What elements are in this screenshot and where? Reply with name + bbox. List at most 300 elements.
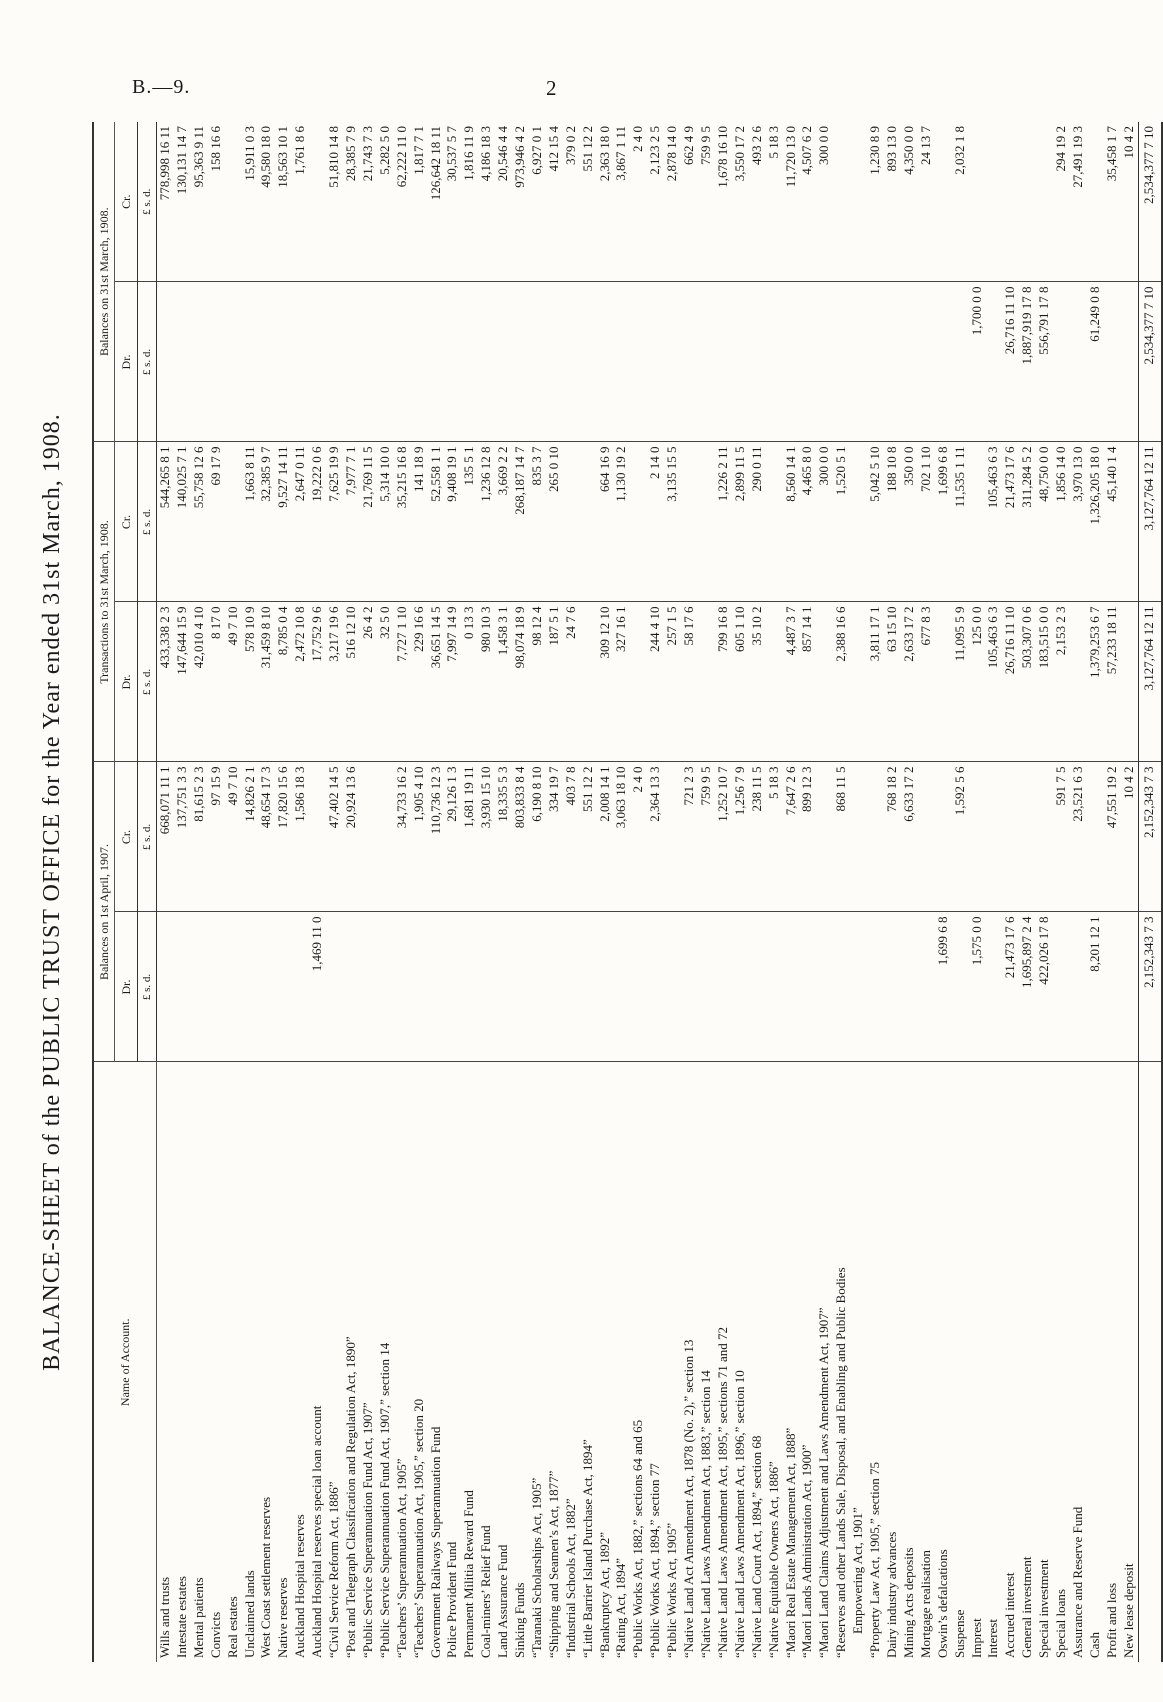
opening-dr-cell: [664, 912, 681, 1062]
account-row: [157, 122, 174, 1662]
opening-cr-cell: 2,008 14 1: [597, 762, 614, 912]
transactions-cr-cell: [1121, 442, 1138, 602]
opening-cr-cell: 34,733 16 2: [394, 762, 411, 912]
opening-dr-cell: [766, 912, 783, 1062]
transactions-dr-cell: 1,379,253 6 7: [1087, 602, 1104, 762]
closing-dr-cell: 1,700 0 0: [969, 282, 986, 442]
name-of-account-header: Name of Account.: [93, 1062, 157, 1662]
transactions-dr-cell: [580, 602, 597, 762]
closing-cr-cell: 126,642 18 11: [428, 122, 445, 282]
opening-dr-cell: [157, 912, 174, 1062]
opening-dr-cell: [1121, 912, 1138, 1062]
opening-dr-cell: [529, 912, 546, 1062]
opening-balances-header: Balances on 1st April, 1907.: [93, 762, 115, 1062]
opening-cr-cell: [309, 762, 326, 912]
closing-dr-cell: [343, 282, 360, 442]
opening-dr-cell: 1,695,897 2 4: [1019, 912, 1036, 1062]
account-name: “Native Land Laws Amendment Act, 1895,” sections 71 and 72: [714, 1326, 730, 1658]
closing-dr-cell: [563, 282, 580, 442]
account-row: [309, 122, 326, 1662]
closing-cr-cell: 662 4 9: [681, 122, 698, 282]
closing-cr-cell: 2,032 1 8: [952, 122, 969, 282]
closing-cr-cell: 6,927 0 1: [529, 122, 546, 282]
transactions-dr-cell: 327 16 1: [613, 602, 630, 762]
account-name: Oswin’s defalcations: [934, 1549, 950, 1658]
transactions-cr-cell: [580, 442, 597, 602]
account-name: Land Assurance Fund: [495, 1544, 511, 1658]
opening-dr-cell: [580, 912, 597, 1062]
opening-dr-cell: 1,699 6 8: [935, 912, 952, 1062]
opening-dr-cell: [377, 912, 394, 1062]
closing-dr-cell: [901, 282, 918, 442]
closing-cr-cell: 3,867 1 11: [613, 122, 630, 282]
account-name: Cash: [1086, 1632, 1102, 1658]
closing-cr-cell: [1087, 122, 1104, 282]
account-row: [597, 122, 614, 1662]
opening-dr-cell: [647, 912, 664, 1062]
account-row: [444, 122, 461, 1662]
account-row: [630, 122, 647, 1662]
transactions-dr-cell: 3,811 17 1: [867, 602, 884, 762]
closing-dr-cell: [275, 282, 292, 442]
transactions-cr-cell: 3,135 15 5: [664, 442, 681, 602]
transactions-cr-cell: 350 0 0: [901, 442, 918, 602]
transactions-cr-cell: 1,236 12 8: [478, 442, 495, 602]
total-transactions-dr: 3,127,764 12 11: [1138, 602, 1162, 762]
transactions-dr-cell: [1121, 602, 1138, 762]
closing-cr-cell: 20,546 4 4: [495, 122, 512, 282]
account-name: “Shipping and Seamen’s Act, 1877”: [545, 1470, 561, 1658]
opening-cr-cell: 403 7 8: [563, 762, 580, 912]
account-row: [664, 122, 681, 1662]
transactions-cr-cell: 188 10 8: [884, 442, 901, 602]
opening-cr-cell: 5 18 3: [766, 762, 783, 912]
opening-dr-cell: [749, 912, 766, 1062]
transactions-cr-cell: [969, 442, 986, 602]
opening-cr-cell: [1087, 762, 1104, 912]
transactions-dr-cell: 2,388 16 6: [833, 602, 850, 762]
closing-dr-cell: [157, 282, 174, 442]
opening-cr-cell: [935, 762, 952, 912]
closing-dr-cell: [985, 282, 1002, 442]
transactions-dr-cell: [850, 602, 867, 762]
opening-cr-cell: [1019, 762, 1036, 912]
transactions-cr-cell: 1,856 14 0: [1053, 442, 1070, 602]
opening-dr-cell: 1,575 0 0: [969, 912, 986, 1062]
opening-dr-cell: [1053, 912, 1070, 1062]
closing-cr-cell: 551 12 2: [580, 122, 597, 282]
account-row: [512, 122, 529, 1662]
account-row: [461, 122, 478, 1662]
transactions-cr-cell: 7,625 19 9: [326, 442, 343, 602]
opening-cr-cell: 47,402 14 5: [326, 762, 343, 912]
closing-cr-cell: 2,878 14 0: [664, 122, 681, 282]
opening-cr-cell: 81,615 2 3: [191, 762, 208, 912]
closing-cr-cell: 21,743 7 3: [360, 122, 377, 282]
transactions-cr-cell: 69 17 9: [208, 442, 225, 602]
dr-header: Dr.: [115, 602, 138, 762]
balance-sheet: [22, 122, 1157, 1662]
opening-dr-cell: [833, 912, 850, 1062]
units-label: £ s. d.: [138, 442, 157, 602]
transactions-cr-cell: 135 5 1: [461, 442, 478, 602]
account-name: General investment: [1019, 1556, 1035, 1658]
account-row: [647, 122, 664, 1662]
transactions-cr-cell: 5,314 10 0: [377, 442, 394, 602]
closing-cr-cell: 4,186 18 3: [478, 122, 495, 282]
transactions-cr-cell: 300 0 0: [816, 442, 833, 602]
closing-cr-cell: [935, 122, 952, 282]
opening-cr-cell: 3,930 15 10: [478, 762, 495, 912]
transactions-cr-cell: 55,758 12 6: [191, 442, 208, 602]
transactions-dr-cell: [1070, 602, 1087, 762]
transactions-dr-cell: 578 10 9: [242, 602, 259, 762]
opening-cr-cell: [664, 762, 681, 912]
transactions-dr-cell: 244 4 10: [647, 602, 664, 762]
account-name: Police Provident Fund: [444, 1541, 460, 1658]
closing-cr-cell: 1,761 8 6: [292, 122, 309, 282]
closing-dr-cell: [799, 282, 816, 442]
account-row: [208, 122, 225, 1662]
closing-cr-cell: 27,491 19 3: [1070, 122, 1087, 282]
account-row: [275, 122, 292, 1662]
transactions-cr-cell: 2 14 0: [647, 442, 664, 602]
opening-cr-cell: [850, 762, 867, 912]
transactions-cr-cell: 21,473 17 6: [1002, 442, 1019, 602]
total-opening-dr: 2,152,343 7 3: [1138, 912, 1162, 1062]
closing-dr-cell: [461, 282, 478, 442]
transactions-dr-cell: 0 13 3: [461, 602, 478, 762]
opening-cr-cell: 1,586 18 3: [292, 762, 309, 912]
closing-cr-cell: 1,230 8 9: [867, 122, 884, 282]
transactions-cr-cell: 52,558 1 1: [428, 442, 445, 602]
closing-dr-cell: [1121, 282, 1138, 442]
opening-dr-cell: [867, 912, 884, 1062]
account-name: Auckland Hospital reserves: [292, 1514, 308, 1658]
opening-dr-cell: [799, 912, 816, 1062]
closing-dr-cell: [529, 282, 546, 442]
account-name: Auckland Hospital reserves special loan account: [309, 1405, 325, 1658]
transactions-dr-cell: 24 7 6: [563, 602, 580, 762]
transactions-cr-cell: [681, 442, 698, 602]
closing-cr-cell: 11,720 13 0: [783, 122, 800, 282]
opening-dr-cell: [225, 912, 242, 1062]
transactions-dr-cell: 229 16 6: [411, 602, 428, 762]
closing-dr-cell: [428, 282, 445, 442]
account-row: [428, 122, 445, 1662]
opening-cr-cell: 1,681 19 11: [461, 762, 478, 912]
transactions-cr-cell: 1,130 19 2: [613, 442, 630, 602]
transactions-cr-cell: 311,284 5 2: [1019, 442, 1036, 602]
opening-dr-cell: [411, 912, 428, 1062]
transactions-dr-cell: 2,633 17 2: [901, 602, 918, 762]
account-row: [799, 122, 816, 1662]
account-name: “Teachers’ Superannuation Act, 1905”: [393, 1458, 409, 1658]
closing-dr-cell: [377, 282, 394, 442]
account-row: [495, 122, 512, 1662]
closing-dr-cell: [258, 282, 275, 442]
transactions-dr-cell: 2,472 10 8: [292, 602, 309, 762]
closing-dr-cell: [242, 282, 259, 442]
opening-cr-cell: [969, 762, 986, 912]
transactions-dr-cell: 857 14 1: [799, 602, 816, 762]
opening-dr-cell: [597, 912, 614, 1062]
closing-dr-cell: [309, 282, 326, 442]
transactions-cr-cell: 140,025 7 1: [174, 442, 191, 602]
opening-dr-cell: [613, 912, 630, 1062]
opening-cr-cell: 2 4 0: [630, 762, 647, 912]
closing-dr-cell: [546, 282, 563, 442]
transactions-cr-cell: 48,750 0 0: [1036, 442, 1053, 602]
transactions-dr-cell: 147,644 15 9: [174, 602, 191, 762]
account-row: [901, 122, 918, 1662]
account-row: [174, 122, 191, 1662]
transactions-cr-cell: 290 0 11: [749, 442, 766, 602]
closing-cr-cell: 2,363 18 0: [597, 122, 614, 282]
opening-cr-cell: 6,190 8 10: [529, 762, 546, 912]
transactions-dr-cell: 433,338 2 3: [157, 602, 174, 762]
opening-dr-cell: [428, 912, 445, 1062]
transactions-dr-cell: 516 12 10: [343, 602, 360, 762]
opening-dr-cell: 21,473 17 6: [1002, 912, 1019, 1062]
transactions-cr-cell: [766, 442, 783, 602]
closing-cr-cell: 1,816 11 9: [461, 122, 478, 282]
closing-dr-cell: [191, 282, 208, 442]
opening-cr-cell: [377, 762, 394, 912]
transactions-cr-cell: 1,663 8 11: [242, 442, 259, 602]
opening-dr-cell: [478, 912, 495, 1062]
closing-cr-cell: 1,817 7 1: [411, 122, 428, 282]
transactions-cr-cell: 141 18 9: [411, 442, 428, 602]
account-row: [850, 122, 867, 1662]
account-row: [563, 122, 580, 1662]
transactions-cr-cell: 1,326,205 18 0: [1087, 442, 1104, 602]
totals-row: [1138, 122, 1162, 1662]
closing-cr-cell: [833, 122, 850, 282]
closing-cr-cell: 158 16 6: [208, 122, 225, 282]
account-name: New lease deposit: [1120, 1563, 1136, 1658]
transactions-dr-cell: 105,463 6 3: [985, 602, 1002, 762]
account-row: [918, 122, 935, 1662]
opening-dr-cell: [901, 912, 918, 1062]
closing-cr-cell: 30,537 5 7: [444, 122, 461, 282]
account-name: “Public Works Act, 1905”: [664, 1522, 680, 1658]
account-name: “Native Equitable Owners Act, 1886”: [765, 1461, 781, 1658]
closing-cr-cell: [1036, 122, 1053, 282]
account-row: [766, 122, 783, 1662]
closing-dr-cell: [174, 282, 191, 442]
account-name: “Public Works Act, 1894,” section 77: [647, 1463, 663, 1658]
account-row: [191, 122, 208, 1662]
account-name: “Maori Land Claims Adjustment and Laws Amendment Act, 1907”: [816, 1307, 832, 1658]
opening-cr-cell: 1,256 7 9: [732, 762, 749, 912]
opening-cr-cell: 23,521 6 3: [1070, 762, 1087, 912]
closing-dr-cell: 1,887,919 17 8: [1019, 282, 1036, 442]
closing-balances-header: Balances on 31st March, 1908.: [93, 122, 115, 442]
closing-dr-cell: [698, 282, 715, 442]
transactions-cr-cell: 702 1 10: [918, 442, 935, 602]
opening-cr-cell: 899 12 3: [799, 762, 816, 912]
account-name: Special loans: [1053, 1589, 1069, 1658]
account-row: [867, 122, 884, 1662]
transactions-dr-cell: 98 12 4: [529, 602, 546, 762]
closing-cr-cell: 3,550 17 2: [732, 122, 749, 282]
opening-dr-cell: [816, 912, 833, 1062]
closing-cr-cell: 5,282 5 0: [377, 122, 394, 282]
closing-cr-cell: 379 0 2: [563, 122, 580, 282]
opening-cr-cell: 7,647 2 6: [783, 762, 800, 912]
units-label: £ s. d.: [138, 762, 157, 912]
closing-dr-cell: [715, 282, 732, 442]
account-row: [1121, 122, 1138, 1662]
account-row: [292, 122, 309, 1662]
transactions-cr-cell: 2,647 0 11: [292, 442, 309, 602]
opening-dr-cell: [242, 912, 259, 1062]
transactions-cr-cell: 3,970 13 0: [1070, 442, 1087, 602]
account-row: [783, 122, 800, 1662]
account-row: [1070, 122, 1087, 1662]
transactions-cr-cell: [630, 442, 647, 602]
closing-cr-cell: 130,131 14 7: [174, 122, 191, 282]
opening-cr-cell: [816, 762, 833, 912]
opening-dr-cell: [563, 912, 580, 1062]
closing-cr-cell: [1019, 122, 1036, 282]
closing-dr-cell: [597, 282, 614, 442]
opening-dr-cell: [918, 912, 935, 1062]
dr-header: Dr.: [115, 282, 138, 442]
account-row: [969, 122, 986, 1662]
closing-dr-cell: [478, 282, 495, 442]
document-reference: B.—9.: [132, 76, 191, 98]
closing-dr-cell: [225, 282, 242, 442]
account-row: [377, 122, 394, 1662]
account-name: Special investment: [1036, 1559, 1052, 1658]
transactions-dr-cell: 7,997 14 9: [444, 602, 461, 762]
transactions-dr-cell: 8 17 0: [208, 602, 225, 762]
account-name: “Public Service Superannuation Fund Act, 1907”: [359, 1402, 375, 1658]
opening-cr-cell: 3,063 18 10: [613, 762, 630, 912]
transactions-dr-cell: 11,095 5 9: [952, 602, 969, 762]
account-name: “Little Barrier Island Purchase Act, 1894”: [579, 1439, 595, 1658]
ledger-table: [92, 122, 1163, 1662]
closing-cr-cell: 300 0 0: [816, 122, 833, 282]
transactions-dr-cell: [630, 602, 647, 762]
account-name: Empowering Act, 1901”: [850, 1507, 866, 1634]
closing-dr-cell: [935, 282, 952, 442]
closing-cr-cell: [850, 122, 867, 282]
closing-cr-cell: 778,998 16 11: [157, 122, 174, 282]
opening-cr-cell: 551 12 2: [580, 762, 597, 912]
opening-dr-cell: [1104, 912, 1121, 1062]
opening-dr-cell: [985, 912, 1002, 1062]
opening-dr-cell: [850, 912, 867, 1062]
account-name: Unclaimed lands: [241, 1570, 257, 1658]
closing-cr-cell: 51,810 14 8: [326, 122, 343, 282]
closing-cr-cell: 2,123 2 5: [647, 122, 664, 282]
transactions-cr-cell: [563, 442, 580, 602]
opening-dr-cell: [461, 912, 478, 1062]
account-row: [394, 122, 411, 1662]
closing-cr-cell: 759 9 5: [698, 122, 715, 282]
transactions-cr-cell: 4,465 8 0: [799, 442, 816, 602]
transactions-dr-cell: 31,459 8 10: [258, 602, 275, 762]
opening-cr-cell: 20,924 13 6: [343, 762, 360, 912]
closing-dr-cell: [664, 282, 681, 442]
account-row: [681, 122, 698, 1662]
account-row: [1104, 122, 1121, 1662]
account-name: Mental patients: [190, 1577, 206, 1658]
transactions-dr-cell: [766, 602, 783, 762]
opening-cr-cell: 334 19 7: [546, 762, 563, 912]
opening-dr-cell: [326, 912, 343, 1062]
closing-cr-cell: 493 2 6: [749, 122, 766, 282]
transactions-dr-cell: 17,752 9 6: [309, 602, 326, 762]
transactions-dr-cell: 2,153 2 3: [1053, 602, 1070, 762]
transactions-dr-cell: 63 15 10: [884, 602, 901, 762]
transactions-cr-cell: 1,226 2 11: [715, 442, 732, 602]
opening-cr-cell: 6,633 17 2: [901, 762, 918, 912]
opening-cr-cell: [1036, 762, 1053, 912]
account-row: [816, 122, 833, 1662]
account-name: Convicts: [207, 1611, 223, 1658]
total-opening-cr: 2,152,343 7 3: [1138, 762, 1162, 912]
account-row: [833, 122, 850, 1662]
cr-header: Cr.: [115, 122, 138, 282]
opening-dr-cell: [444, 912, 461, 1062]
account-name: Imprest: [968, 1618, 984, 1658]
opening-cr-cell: [867, 762, 884, 912]
closing-dr-cell: [411, 282, 428, 442]
opening-cr-cell: 110,736 12 3: [428, 762, 445, 912]
transactions-dr-cell: 49 7 10: [225, 602, 242, 762]
total-transactions-cr: 3,127,764 12 11: [1138, 442, 1162, 602]
closing-dr-cell: [292, 282, 309, 442]
account-row: [698, 122, 715, 1662]
opening-dr-cell: [208, 912, 225, 1062]
account-row: [529, 122, 546, 1662]
closing-dr-cell: [867, 282, 884, 442]
opening-dr-cell: [1070, 912, 1087, 1062]
closing-cr-cell: 28,385 7 9: [343, 122, 360, 282]
transactions-cr-cell: 3,669 2 2: [495, 442, 512, 602]
closing-dr-cell: [766, 282, 783, 442]
opening-dr-cell: [952, 912, 969, 1062]
opening-cr-cell: 29,126 1 3: [444, 762, 461, 912]
account-name: “Taranaki Scholarships Act, 1905”: [528, 1477, 544, 1658]
account-name: “Native Land Act Amendment Act, 1878 (No. 2),” section 13: [681, 1339, 697, 1658]
transactions-dr-cell: [698, 602, 715, 762]
transactions-dr-cell: 36,651 14 5: [428, 602, 445, 762]
transactions-dr-cell: [816, 602, 833, 762]
transactions-cr-cell: [850, 442, 867, 602]
transactions-cr-cell: 664 16 9: [597, 442, 614, 602]
closing-dr-cell: [816, 282, 833, 442]
transactions-dr-cell: 4,487 3 7: [783, 602, 800, 762]
opening-cr-cell: [1002, 762, 1019, 912]
account-row: [715, 122, 732, 1662]
opening-cr-cell: 721 2 3: [681, 762, 698, 912]
transactions-dr-cell: 58 17 6: [681, 602, 698, 762]
opening-cr-cell: 47,551 19 2: [1104, 762, 1121, 912]
opening-dr-cell: [394, 912, 411, 1062]
opening-dr-cell: [275, 912, 292, 1062]
account-name: Wills and trusts: [157, 1576, 172, 1658]
opening-cr-cell: 14,826 2 1: [242, 762, 259, 912]
account-name: Interest: [985, 1619, 1001, 1658]
opening-cr-cell: 1,905 4 10: [411, 762, 428, 912]
closing-dr-cell: [208, 282, 225, 442]
account-row: [225, 122, 242, 1662]
